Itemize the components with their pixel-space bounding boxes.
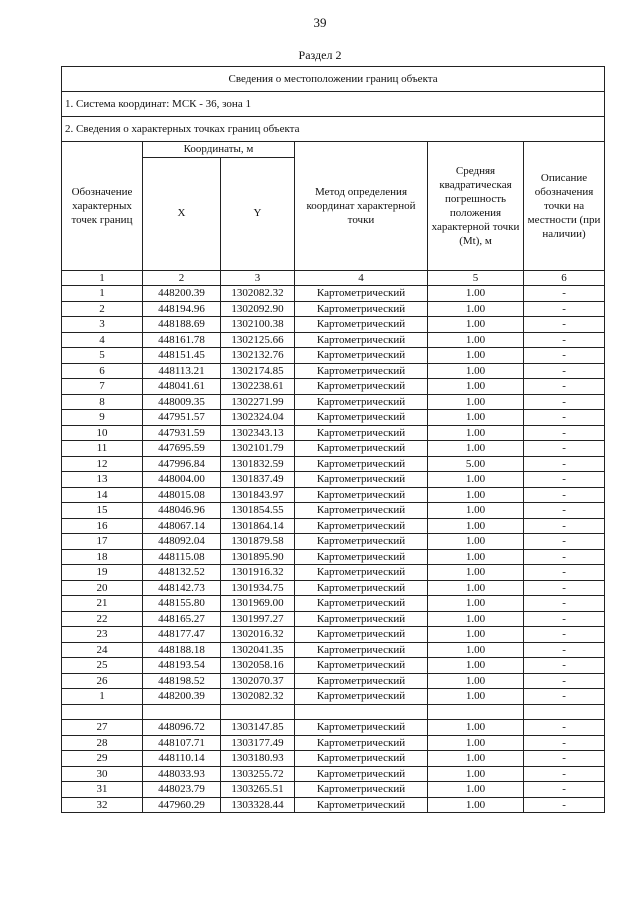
table-row	[62, 627, 605, 643]
table-row	[62, 689, 605, 705]
point-number-cell: 24	[62, 642, 143, 658]
y-coord-cell: 1303177.49	[221, 735, 295, 751]
error-cell: 1.00	[428, 751, 524, 767]
blank-cell	[221, 704, 295, 720]
table-row	[62, 782, 605, 798]
method-cell: Картометрический	[295, 534, 428, 550]
blank-cell	[143, 704, 221, 720]
x-coord-cell: 447931.59	[143, 425, 221, 441]
description-cell: -	[524, 735, 605, 751]
point-number-cell: 1	[62, 286, 143, 302]
description-cell: -	[524, 751, 605, 767]
x-coord-cell: 448165.27	[143, 611, 221, 627]
error-cell: 1.00	[428, 487, 524, 503]
description-cell: -	[524, 301, 605, 317]
table-row	[62, 797, 605, 813]
error-cell: 1.00	[428, 782, 524, 798]
description-cell: -	[524, 472, 605, 488]
method-cell: Картометрический	[295, 456, 428, 472]
x-coord-cell: 448092.04	[143, 534, 221, 550]
method-cell: Картометрический	[295, 611, 428, 627]
error-cell: 1.00	[428, 363, 524, 379]
y-coord-cell: 1302082.32	[221, 286, 295, 302]
col-number: 5	[428, 270, 524, 286]
y-coord-cell: 1303328.44	[221, 797, 295, 813]
table-row	[62, 487, 605, 503]
method-cell: Картометрический	[295, 642, 428, 658]
coord-system-label: 1. Система координат: МСК - 36, зона 1	[62, 92, 605, 117]
table-row	[62, 425, 605, 441]
error-cell: 1.00	[428, 379, 524, 395]
y-coord-cell: 1302125.66	[221, 332, 295, 348]
y-coord-cell: 1302016.32	[221, 627, 295, 643]
method-cell: Картометрический	[295, 301, 428, 317]
method-cell: Картометрический	[295, 580, 428, 596]
error-cell: 1.00	[428, 394, 524, 410]
y-coord-cell: 1302041.35	[221, 642, 295, 658]
error-cell: 1.00	[428, 565, 524, 581]
y-coord-cell: 1302324.04	[221, 410, 295, 426]
point-number-cell: 22	[62, 611, 143, 627]
method-cell: Картометрический	[295, 472, 428, 488]
method-cell: Картометрический	[295, 286, 428, 302]
method-cell: Картометрический	[295, 425, 428, 441]
x-coord-cell: 448113.21	[143, 363, 221, 379]
table-row	[62, 394, 605, 410]
point-number-cell: 13	[62, 472, 143, 488]
error-cell: 1.00	[428, 689, 524, 705]
y-coord-cell: 1303265.51	[221, 782, 295, 798]
error-cell: 1.00	[428, 286, 524, 302]
points-heading-row	[62, 117, 605, 142]
header-point: Обозначение характерных точек границ	[62, 142, 143, 271]
y-coord-cell: 1302100.38	[221, 317, 295, 333]
point-number-cell: 21	[62, 596, 143, 612]
method-cell: Картометрический	[295, 720, 428, 736]
x-coord-cell: 448188.69	[143, 317, 221, 333]
x-coord-cell: 448046.96	[143, 503, 221, 519]
x-coord-cell: 447951.57	[143, 410, 221, 426]
blank-cell	[524, 704, 605, 720]
description-cell: -	[524, 565, 605, 581]
error-cell: 1.00	[428, 735, 524, 751]
x-coord-cell: 448200.39	[143, 689, 221, 705]
col-number: 2	[143, 270, 221, 286]
method-cell: Картометрический	[295, 735, 428, 751]
coord-system-row	[62, 92, 605, 117]
description-cell: -	[524, 348, 605, 364]
y-coord-cell: 1302101.79	[221, 441, 295, 457]
point-number-cell: 28	[62, 735, 143, 751]
error-cell: 5.00	[428, 456, 524, 472]
header-y: Y	[221, 157, 295, 270]
table-row	[62, 611, 605, 627]
x-coord-cell: 448023.79	[143, 782, 221, 798]
blank-cell	[295, 704, 428, 720]
error-cell: 1.00	[428, 720, 524, 736]
error-cell: 1.00	[428, 673, 524, 689]
page-number: 39	[313, 15, 327, 30]
error-cell: 1.00	[428, 534, 524, 550]
x-coord-cell: 448188.18	[143, 642, 221, 658]
point-number-cell: 16	[62, 518, 143, 534]
col-number: 4	[295, 270, 428, 286]
point-number-cell: 15	[62, 503, 143, 519]
table-row	[62, 286, 605, 302]
description-cell: -	[524, 596, 605, 612]
y-coord-cell: 1301854.55	[221, 503, 295, 519]
point-number-cell: 17	[62, 534, 143, 550]
method-cell: Картометрический	[295, 332, 428, 348]
description-cell: -	[524, 332, 605, 348]
x-coord-cell: 447960.29	[143, 797, 221, 813]
description-cell: -	[524, 720, 605, 736]
description-cell: -	[524, 580, 605, 596]
method-cell: Картометрический	[295, 766, 428, 782]
x-coord-cell: 448067.14	[143, 518, 221, 534]
description-cell: -	[524, 286, 605, 302]
x-coord-cell: 448096.72	[143, 720, 221, 736]
point-number-cell: 25	[62, 658, 143, 674]
error-cell: 1.00	[428, 518, 524, 534]
y-coord-cell: 1301916.32	[221, 565, 295, 581]
method-cell: Картометрический	[295, 673, 428, 689]
point-number-cell: 6	[62, 363, 143, 379]
method-cell: Картометрический	[295, 348, 428, 364]
y-coord-cell: 1303255.72	[221, 766, 295, 782]
table-title-row	[62, 67, 605, 92]
y-coord-cell: 1301879.58	[221, 534, 295, 550]
description-cell: -	[524, 611, 605, 627]
description-cell: -	[524, 642, 605, 658]
blank-cell	[428, 704, 524, 720]
boundary-points-table	[61, 66, 605, 813]
description-cell: -	[524, 689, 605, 705]
y-coord-cell: 1302082.32	[221, 689, 295, 705]
point-number-cell: 26	[62, 673, 143, 689]
description-cell: -	[524, 363, 605, 379]
method-cell: Картометрический	[295, 658, 428, 674]
description-cell: -	[524, 518, 605, 534]
description-cell: -	[524, 658, 605, 674]
y-coord-cell: 1301997.27	[221, 611, 295, 627]
error-cell: 1.00	[428, 611, 524, 627]
point-number-cell: 14	[62, 487, 143, 503]
method-cell: Картометрический	[295, 782, 428, 798]
method-cell: Картометрический	[295, 689, 428, 705]
table-row	[62, 720, 605, 736]
table-row	[62, 534, 605, 550]
table-row	[62, 580, 605, 596]
error-cell: 1.00	[428, 580, 524, 596]
table-row	[62, 642, 605, 658]
header-coords: Координаты, м	[143, 142, 295, 158]
point-number-cell: 10	[62, 425, 143, 441]
x-coord-cell: 448194.96	[143, 301, 221, 317]
y-coord-cell: 1301969.00	[221, 596, 295, 612]
point-number-cell: 2	[62, 301, 143, 317]
x-coord-cell: 448009.35	[143, 394, 221, 410]
table-row	[62, 503, 605, 519]
blank-cell	[62, 704, 143, 720]
method-cell: Картометрический	[295, 797, 428, 813]
error-cell: 1.00	[428, 301, 524, 317]
point-number-cell: 5	[62, 348, 143, 364]
table-row	[62, 751, 605, 767]
method-cell: Картометрический	[295, 410, 428, 426]
y-coord-cell: 1302070.37	[221, 673, 295, 689]
x-coord-cell: 448200.39	[143, 286, 221, 302]
table-row	[62, 332, 605, 348]
table-row	[62, 456, 605, 472]
x-coord-cell: 448033.93	[143, 766, 221, 782]
error-cell: 1.00	[428, 766, 524, 782]
method-cell: Картометрический	[295, 596, 428, 612]
table-row	[62, 565, 605, 581]
description-cell: -	[524, 627, 605, 643]
table-row	[62, 596, 605, 612]
description-cell: -	[524, 534, 605, 550]
y-coord-cell: 1301837.49	[221, 472, 295, 488]
x-coord-cell: 448041.61	[143, 379, 221, 395]
y-coord-cell: 1302174.85	[221, 363, 295, 379]
point-number-cell: 29	[62, 751, 143, 767]
y-coord-cell: 1301843.97	[221, 487, 295, 503]
col-number: 1	[62, 270, 143, 286]
table-row	[62, 658, 605, 674]
x-coord-cell: 448193.54	[143, 658, 221, 674]
point-number-cell: 23	[62, 627, 143, 643]
error-cell: 1.00	[428, 596, 524, 612]
description-cell: -	[524, 503, 605, 519]
x-coord-cell: 448151.45	[143, 348, 221, 364]
error-cell: 1.00	[428, 642, 524, 658]
method-cell: Картометрический	[295, 549, 428, 565]
error-cell: 1.00	[428, 503, 524, 519]
method-cell: Картометрический	[295, 565, 428, 581]
section-title: Раздел 2	[298, 48, 342, 62]
y-coord-cell: 1303180.93	[221, 751, 295, 767]
blank-separator-row	[62, 704, 605, 720]
column-numbers-row	[62, 270, 605, 286]
table-row	[62, 441, 605, 457]
x-coord-cell: 448198.52	[143, 673, 221, 689]
description-cell: -	[524, 766, 605, 782]
point-number-cell: 20	[62, 580, 143, 596]
table-row	[62, 317, 605, 333]
table-row	[62, 735, 605, 751]
error-cell: 1.00	[428, 332, 524, 348]
x-coord-cell: 447996.84	[143, 456, 221, 472]
x-coord-cell: 448177.47	[143, 627, 221, 643]
method-cell: Картометрический	[295, 317, 428, 333]
y-coord-cell: 1301934.75	[221, 580, 295, 596]
points-heading: 2. Сведения о характерных точках границ объекта	[62, 117, 605, 142]
description-cell: -	[524, 441, 605, 457]
error-cell: 1.00	[428, 627, 524, 643]
description-cell: -	[524, 394, 605, 410]
description-cell: -	[524, 379, 605, 395]
description-cell: -	[524, 549, 605, 565]
header-error: Средняя квадратическая погрешность положения характерной точки (Mt), м	[428, 142, 524, 271]
x-coord-cell: 448132.52	[143, 565, 221, 581]
y-coord-cell: 1302238.61	[221, 379, 295, 395]
error-cell: 1.00	[428, 410, 524, 426]
y-coord-cell: 1303147.85	[221, 720, 295, 736]
point-number-cell: 11	[62, 441, 143, 457]
y-coord-cell: 1302132.76	[221, 348, 295, 364]
point-number-cell: 8	[62, 394, 143, 410]
point-number-cell: 1	[62, 689, 143, 705]
x-coord-cell: 448155.80	[143, 596, 221, 612]
col-number: 3	[221, 270, 295, 286]
y-coord-cell: 1302343.13	[221, 425, 295, 441]
point-number-cell: 3	[62, 317, 143, 333]
method-cell: Картометрический	[295, 394, 428, 410]
method-cell: Картометрический	[295, 627, 428, 643]
error-cell: 1.00	[428, 348, 524, 364]
method-cell: Картометрический	[295, 487, 428, 503]
point-number-cell: 19	[62, 565, 143, 581]
header-method: Метод определения координат характерной точки	[295, 142, 428, 271]
error-cell: 1.00	[428, 658, 524, 674]
description-cell: -	[524, 782, 605, 798]
y-coord-cell: 1302271.99	[221, 394, 295, 410]
table-row	[62, 472, 605, 488]
x-coord-cell: 448115.08	[143, 549, 221, 565]
x-coord-cell: 448015.08	[143, 487, 221, 503]
x-coord-cell: 447695.59	[143, 441, 221, 457]
col-number: 6	[524, 270, 605, 286]
description-cell: -	[524, 797, 605, 813]
error-cell: 1.00	[428, 549, 524, 565]
method-cell: Картометрический	[295, 441, 428, 457]
table-row	[62, 766, 605, 782]
point-number-cell: 18	[62, 549, 143, 565]
y-coord-cell: 1301864.14	[221, 518, 295, 534]
table-row	[62, 379, 605, 395]
table-row	[62, 673, 605, 689]
y-coord-cell: 1301895.90	[221, 549, 295, 565]
description-cell: -	[524, 317, 605, 333]
point-number-cell: 27	[62, 720, 143, 736]
table-title: Сведения о местоположении границ объекта	[62, 67, 605, 92]
description-cell: -	[524, 487, 605, 503]
table-row	[62, 518, 605, 534]
table-row	[62, 363, 605, 379]
x-coord-cell: 448004.00	[143, 472, 221, 488]
error-cell: 1.00	[428, 317, 524, 333]
x-coord-cell: 448142.73	[143, 580, 221, 596]
description-cell: -	[524, 425, 605, 441]
method-cell: Картометрический	[295, 751, 428, 767]
point-number-cell: 31	[62, 782, 143, 798]
table-row	[62, 549, 605, 565]
point-number-cell: 9	[62, 410, 143, 426]
x-coord-cell: 448161.78	[143, 332, 221, 348]
y-coord-cell: 1301832.59	[221, 456, 295, 472]
point-number-cell: 30	[62, 766, 143, 782]
table-row	[62, 410, 605, 426]
header-desc: Описание обозначения точки на местности (при наличии)	[524, 142, 605, 271]
error-cell: 1.00	[428, 472, 524, 488]
x-coord-cell: 448107.71	[143, 735, 221, 751]
method-cell: Картометрический	[295, 518, 428, 534]
error-cell: 1.00	[428, 441, 524, 457]
method-cell: Картометрический	[295, 503, 428, 519]
point-number-cell: 4	[62, 332, 143, 348]
error-cell: 1.00	[428, 797, 524, 813]
table-row	[62, 301, 605, 317]
point-number-cell: 32	[62, 797, 143, 813]
x-coord-cell: 448110.14	[143, 751, 221, 767]
description-cell: -	[524, 673, 605, 689]
description-cell: -	[524, 456, 605, 472]
method-cell: Картометрический	[295, 379, 428, 395]
point-number-cell: 12	[62, 456, 143, 472]
point-number-cell: 7	[62, 379, 143, 395]
table-row	[62, 348, 605, 364]
description-cell: -	[524, 410, 605, 426]
header-x: X	[143, 157, 221, 270]
header-row-top	[62, 142, 605, 158]
method-cell: Картометрический	[295, 363, 428, 379]
y-coord-cell: 1302092.90	[221, 301, 295, 317]
y-coord-cell: 1302058.16	[221, 658, 295, 674]
error-cell: 1.00	[428, 425, 524, 441]
